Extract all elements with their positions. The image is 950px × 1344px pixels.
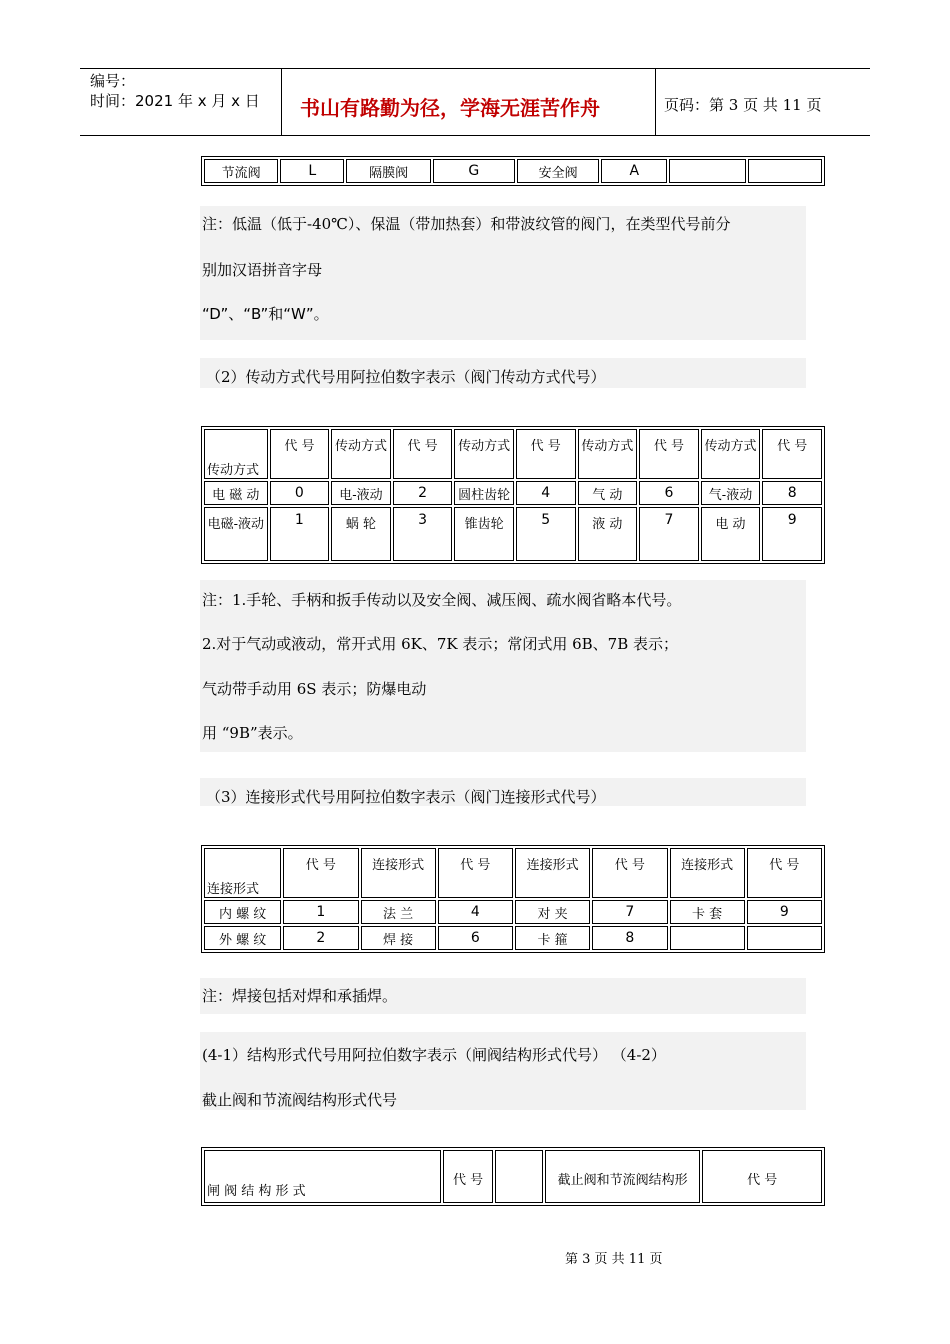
table-header-cell: 连接形式 <box>670 848 745 898</box>
table-cell: 法 兰 <box>361 900 436 924</box>
table-header-cell: 截止阀和节流阀结构形 <box>545 1150 700 1203</box>
table-header-cell: 代 号 <box>438 848 513 898</box>
note-2-line-4: 用 “9B”表示。 <box>202 724 303 742</box>
table-header-cell: 闸 阀 结 构 形 式 <box>204 1150 441 1203</box>
table-header-cell: 代 号 <box>270 429 330 479</box>
table-cell: L <box>280 159 344 183</box>
header-number-label: 编号： <box>90 72 136 90</box>
table-cell: G <box>433 159 515 183</box>
connection-form-table <box>201 845 825 953</box>
table-header-cell: 传动方式 <box>204 429 268 479</box>
table-row <box>204 481 822 505</box>
table-cell <box>747 926 822 950</box>
note-2-line-3: 气动带手动用 6S 表示；防爆电动 <box>202 680 427 698</box>
table-cell: 6 <box>438 926 513 950</box>
table-cell: 节流阀 <box>204 159 278 183</box>
table-cell: 电 磁 动 <box>204 481 268 505</box>
page-footer: 第 3 页 共 11 页 <box>565 1252 663 1267</box>
table-header-cell: 连接形式 <box>515 848 590 898</box>
table-row <box>204 507 822 561</box>
table-row <box>204 1150 822 1203</box>
table-cell: 1 <box>270 507 330 561</box>
table-row <box>204 900 822 924</box>
table-cell: 外 螺 纹 <box>204 926 281 950</box>
note-2-line-2: 2.对于气动或液动，常开式用 6K、7K 表示；常闭式用 6B、7B 表示； <box>202 635 679 653</box>
note-1-line-2: 别加汉语拼音字母 <box>202 261 323 279</box>
note-1-line-1: 注：低温（低于-40℃）、保温（带加热套）和带波纹管的阀门，在类型代号前分 <box>202 215 731 233</box>
table-cell: 卡 箍 <box>515 926 590 950</box>
table-cell: 内 螺 纹 <box>204 900 281 924</box>
structure-form-table <box>201 1147 825 1206</box>
table-header-cell: 连接形式 <box>361 848 436 898</box>
header-page-label: 页码：第 3 页 共 11 页 <box>664 96 822 114</box>
table-row <box>204 926 822 950</box>
table-cell <box>670 926 745 950</box>
table-header-cell: 代 号 <box>747 848 822 898</box>
table-cell: 5 <box>516 507 576 561</box>
table-header-cell: 代 号 <box>516 429 576 479</box>
table-row <box>204 848 822 898</box>
table-header-cell: 代 号 <box>702 1150 822 1203</box>
table-row <box>204 429 822 479</box>
table-cell: 电 动 <box>701 507 761 561</box>
table-header-cell: 传动方式 <box>454 429 514 479</box>
table-header-cell: 传动方式 <box>701 429 761 479</box>
table-cell: 隔膜阀 <box>346 159 430 183</box>
table-cell: 3 <box>393 507 453 561</box>
valve-type-table <box>201 156 825 186</box>
table-cell: 8 <box>762 481 822 505</box>
table-header-cell <box>495 1150 543 1203</box>
table-cell: 7 <box>592 900 667 924</box>
table-cell: 电-液动 <box>331 481 391 505</box>
table-cell: 锥齿轮 <box>454 507 514 561</box>
table-cell: 蜗 轮 <box>331 507 391 561</box>
note-2-line-1: 注：1.手轮、手柄和扳手传动以及安全阀、减压阀、疏水阀省略本代号。 <box>202 591 682 609</box>
table-header-cell: 传动方式 <box>331 429 391 479</box>
header-motto: 书山有路勤为径，学海无涯苦作舟 <box>300 96 600 120</box>
table-cell: 安全阀 <box>517 159 599 183</box>
table-cell: 1 <box>283 900 358 924</box>
table-cell: A <box>601 159 667 183</box>
table-header-cell: 代 号 <box>283 848 358 898</box>
note-1-line-3: “D”、“B”和“W”。 <box>202 305 329 323</box>
table-cell <box>669 159 745 183</box>
drive-mode-table <box>201 426 825 564</box>
section-4-line-2: 截止阀和节流阀结构形式代号 <box>202 1091 398 1109</box>
header-divider-left <box>281 68 282 136</box>
table-header-cell: 代 号 <box>639 429 699 479</box>
section-3-title: （3）连接形式代号用阿拉伯数字表示（阀门连接形式代号） <box>206 788 606 806</box>
table-cell: 焊 接 <box>361 926 436 950</box>
table-cell: 对 夹 <box>515 900 590 924</box>
table-header-cell: 代 号 <box>762 429 822 479</box>
note-3: 注：焊接包括对焊和承插焊。 <box>202 987 398 1005</box>
table-cell: 电磁-液动 <box>204 507 268 561</box>
table-header-cell: 代 号 <box>443 1150 493 1203</box>
table-cell: 9 <box>747 900 822 924</box>
table-cell: 7 <box>639 507 699 561</box>
table-cell: 6 <box>639 481 699 505</box>
table-cell: 2 <box>283 926 358 950</box>
section-4-line-1: (4-1）结构形式代号用阿拉伯数字表示（闸阀结构形式代号） （4-2） <box>202 1046 666 1064</box>
header-divider-right <box>655 68 656 136</box>
table-header-cell: 代 号 <box>592 848 667 898</box>
table-header-cell: 代 号 <box>393 429 453 479</box>
table-cell: 气-液动 <box>701 481 761 505</box>
table-header-cell: 连接形式 <box>204 848 281 898</box>
section-2-title: （2）传动方式代号用阿拉伯数字表示（阀门传动方式代号） <box>206 368 606 386</box>
table-cell: 4 <box>438 900 513 924</box>
table-cell: 卡 套 <box>670 900 745 924</box>
header-top-rule <box>80 68 870 69</box>
table-cell: 4 <box>516 481 576 505</box>
table-cell: 9 <box>762 507 822 561</box>
table-cell: 2 <box>393 481 453 505</box>
table-header-cell: 传动方式 <box>578 429 638 479</box>
table-cell: 气 动 <box>578 481 638 505</box>
table-row <box>204 159 822 183</box>
table-cell: 8 <box>592 926 667 950</box>
header-time-label: 时间：2021 年 x 月 x 日 <box>90 92 260 110</box>
table-cell: 圆柱齿轮 <box>454 481 514 505</box>
table-cell: 0 <box>270 481 330 505</box>
table-cell <box>748 159 822 183</box>
header-bottom-rule <box>80 135 870 136</box>
table-cell: 液 动 <box>578 507 638 561</box>
